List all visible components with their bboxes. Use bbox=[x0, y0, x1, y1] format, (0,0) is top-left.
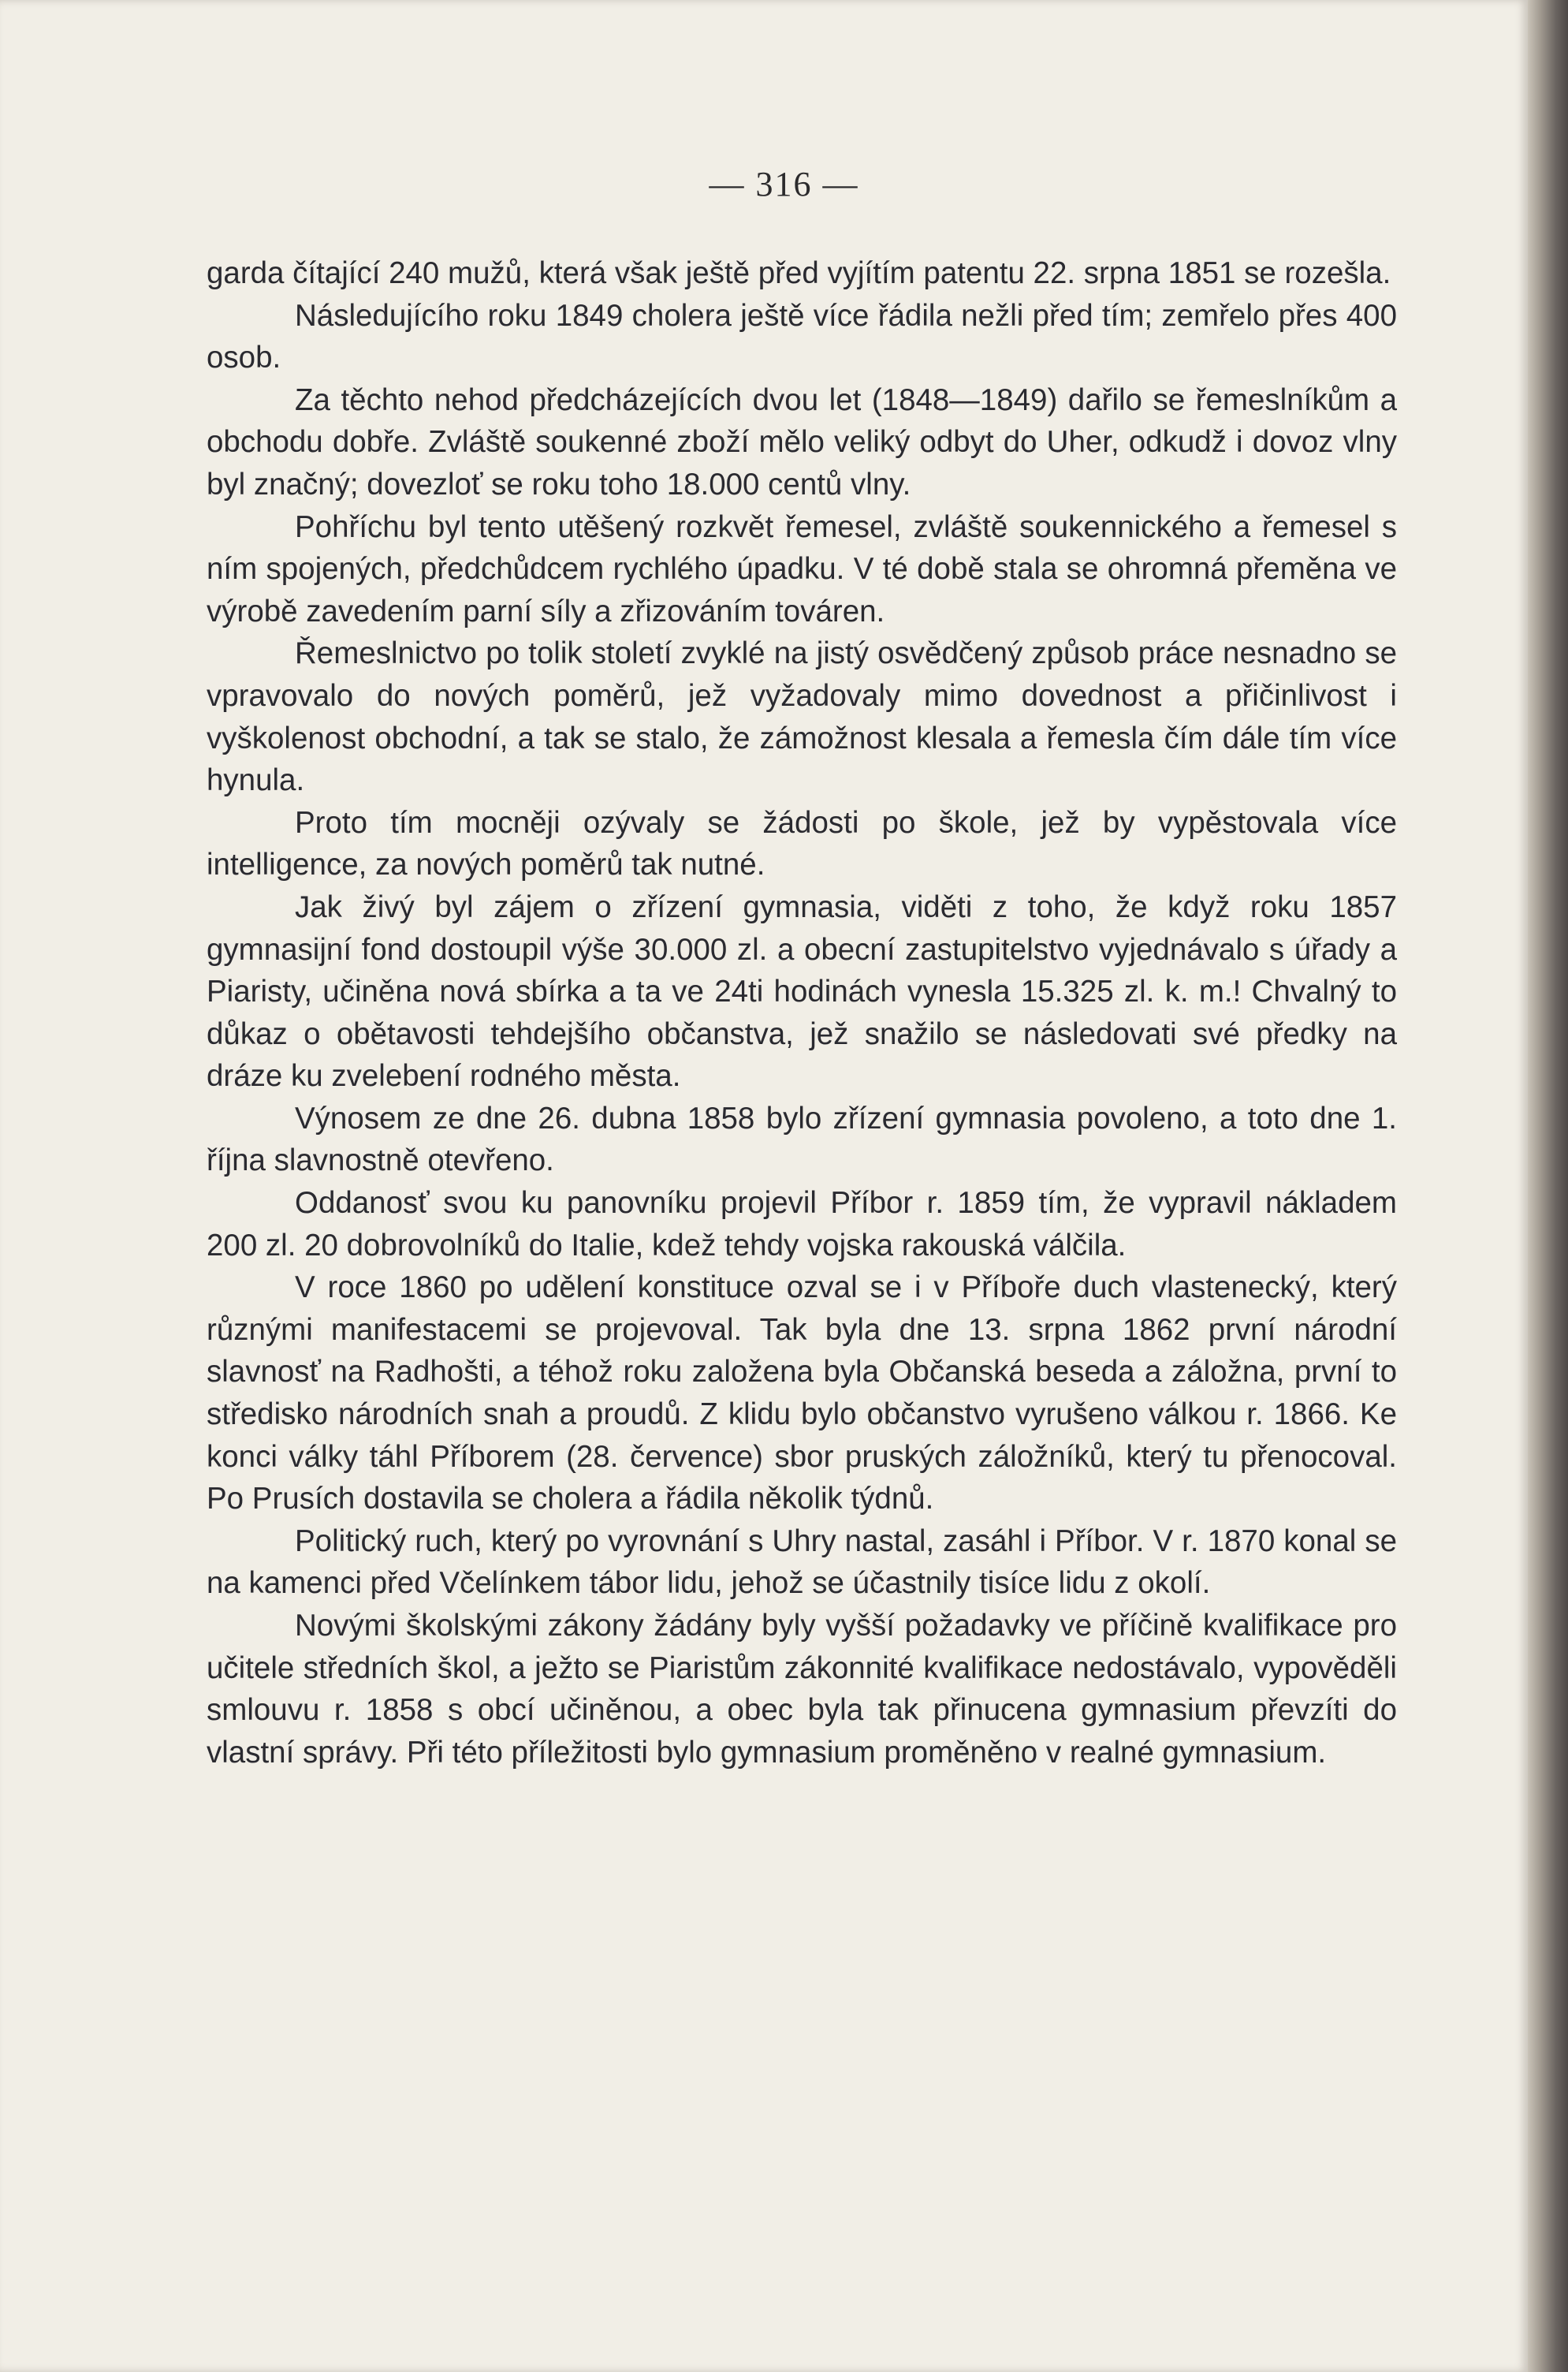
paragraph-1: garda čítající 240 mužů, která však ještě před vyjítím patentu 22. srpna 1851 se rozešla. bbox=[207, 256, 1391, 290]
paragraph-3: Za těchto nehod předcházejících dvou let (1848—1849) dařilo se řemeslníkům a obchodu dobře. Zvláště soukenné zboží mělo veliký odbyt do Uher, odkudž i dovoz vlny byl značný; dovezloť se roku toho 18.000 centů vlny. bbox=[207, 382, 1397, 502]
page-edge-shadow bbox=[1528, 0, 1568, 2372]
paragraph-10: V roce 1860 po udělení konstituce ozval se i v Příboře duch vlastenecký, který různými manifestacemi se projevoval. Tak byla dne 13. srpna 1862 první národní slavnosť na Radhošti, a téhož roku založena byla Občanská beseda a záložna, první to středisko národních snah a proudů. Z klidu bylo občanstvo vyrušeno válkou r. 1866. Ke konci války táhl Příborem (28. července) sbor pruských záložníků, který tu přenocoval. Po Prusích dostavila se cholera a řádila několik týdnů. bbox=[207, 1270, 1397, 1516]
paragraph-4: Pohříchu byl tento utěšený rozkvět řemesel, zvláště soukennického a řemesel s ním spojených, předchůdcem rychlého úpadku. V té době stala se ohromná přeměna ve výrobě zavedením parní síly a zřizováním továren. bbox=[207, 509, 1397, 628]
paragraph-12: Novými školskými zákony žádány byly vyšší požadavky ve příčině kvalifikace pro učitele středních škol, a ježto se Piaristům zákonnité kvalifikace nedostávalo, vypověděli smlouvu r. 1858 s obcí učiněnou, a obec byla tak přinucena gymnasium převzíti do vlastní správy. Při této příležitosti bylo gymnasium proměněno v realné gymnasium. bbox=[207, 1609, 1397, 1770]
body-text bbox=[207, 252, 1397, 1773]
paragraph-8: Výnosem ze dne 26. dubna 1858 bylo zřízení gymnasia povoleno, a toto dne 1. října slavnostně otevřeno. bbox=[207, 1101, 1397, 1178]
page-number: — 316 — bbox=[709, 165, 859, 203]
paragraph-2: Následujícího roku 1849 cholera ještě více řádila nežli před tím; zemřelo přes 400 osob. bbox=[207, 298, 1397, 375]
paragraph-9: Oddanosť svou ku panovníku projevil Příbor r. 1859 tím, že vypravil nákladem 200 zl. 20 dobrovolníků do Italie, kdež tehdy vojska rakouská válčila. bbox=[207, 1186, 1397, 1262]
paragraph-6: Proto tím mocněji ozývaly se žádosti po škole, jež by vypěstovala více intelligence, za nových poměrů tak nutné. bbox=[207, 805, 1397, 882]
paragraph-7: Jak živý byl zájem o zřízení gymnasia, viděti z toho, že když roku 1857 gymnasijní fond dostoupil výše 30.000 zl. a obecní zastupitelstvo vyjednávalo s úřady a Piaristy, učiněna nová sbírka a ta ve 24ti hodinách vynesla 15.325 zl. k. m.! Chvalný to důkaz o obětavosti tehdejšího občanstva, jež snažilo se následovati své předky na dráze ku zvelebení rodného města. bbox=[207, 890, 1397, 1094]
paragraph-11: Politický ruch, který po vyrovnání s Uhry nastal, zasáhl i Příbor. V r. 1870 konal se na kamenci před Včelínkem tábor lidu, jehož se účastnily tisíce lidu z okolí. bbox=[207, 1524, 1397, 1601]
paragraph-5: Řemeslnictvo po tolik století zvyklé na jistý osvědčený způsob práce nesnadno se vpravovalo do nových poměrů, jež vyžadovaly mimo dovednost a přičinlivost i vyškolenost obchodní, a tak se stalo, že zámožnost klesala a řemesla čím dále tím více hynula. bbox=[207, 636, 1397, 798]
